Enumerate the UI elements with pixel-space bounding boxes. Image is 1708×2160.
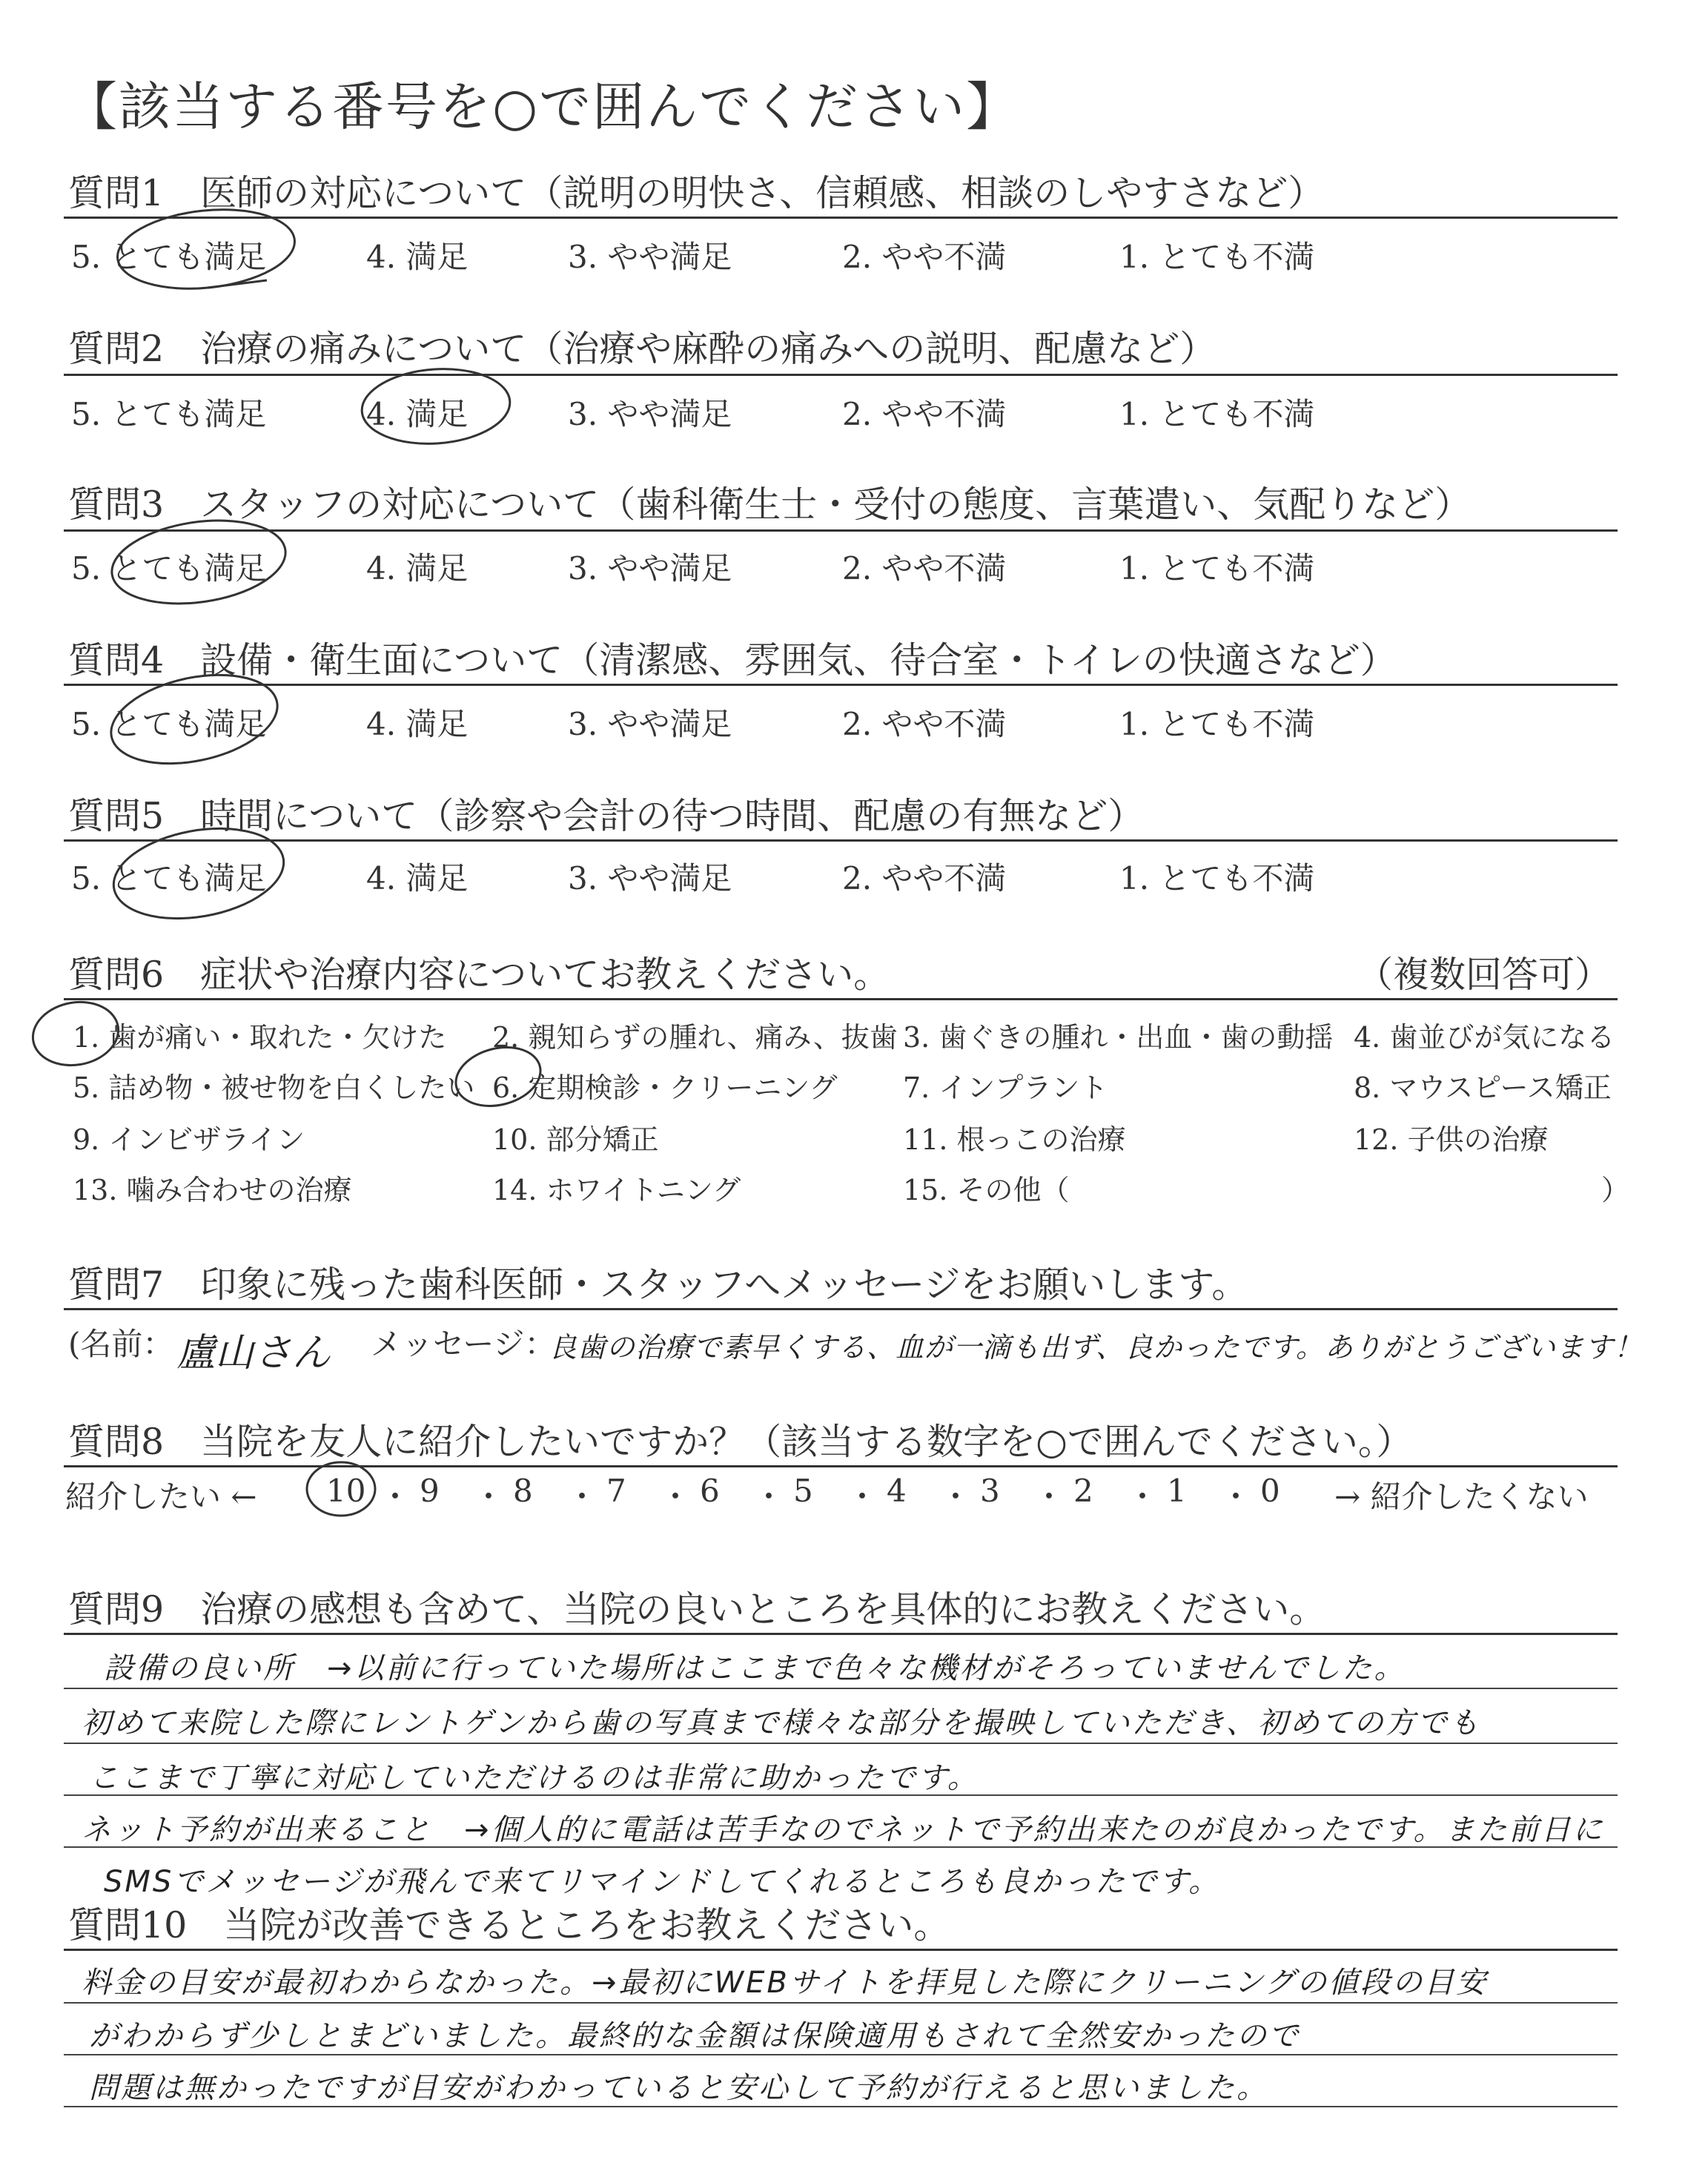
q6-option-10[interactable]: 10. 部分矯正: [492, 1123, 659, 1156]
q5-title: 質問5 時間について（診察や会計の待つ時間、配慮の有無など）: [68, 795, 1145, 837]
q9-title: 質問9 治療の感想も含めて、当院の良いところを具体的にお教えください。: [68, 1588, 1326, 1631]
q6-divider: [64, 998, 1618, 1000]
q8-scale-dot: ・: [660, 1479, 692, 1515]
q8-scale-value-0[interactable]: 0: [1260, 1473, 1280, 1509]
q10-answer-line-3[interactable]: 問題は無かったですが目安がわかっていると安心して予約が行えると思いました。: [89, 2071, 1268, 2105]
q4-option-4[interactable]: 4. 満足: [366, 706, 469, 742]
q7-message-label: メッセージ：: [371, 1326, 556, 1362]
q8-scale-value-2[interactable]: 2: [1073, 1473, 1093, 1509]
q3-option-1[interactable]: 1. とても不満: [1119, 550, 1315, 587]
q6-title: 質問6 症状や治療内容についてお教えください。: [68, 954, 890, 996]
q3-option-5[interactable]: 5. とても満足: [71, 550, 267, 587]
q8-scale-value-9[interactable]: 9: [420, 1473, 440, 1509]
q10-answer-line-1[interactable]: 料金の目安が最初わからなかった。→最初にWEBサイトを拝見した際にクリーニングの値段の目安: [82, 1966, 1489, 2000]
q9-answer-line-2[interactable]: 初めて来院した際にレントゲンから歯の写真まで様々な部分を撮映していただき、初めての方でも: [82, 1706, 1481, 1740]
q3-title: 質問3 スタッフの対応について（歯科衛生士・受付の態度、言葉遣い、気配りなど）: [68, 483, 1472, 526]
q6-option-9[interactable]: 9. インビザライン: [73, 1123, 305, 1156]
q6-option-13[interactable]: 13. 噛み合わせの治療: [73, 1174, 352, 1206]
q8-scale-dot: ・: [940, 1479, 972, 1515]
q6-option-15-close: ）: [1601, 1174, 1630, 1206]
q8-scale-dot: ・: [566, 1479, 598, 1515]
q6-option-7[interactable]: 7. インプラント: [903, 1071, 1108, 1104]
q9-answer-line-4[interactable]: ネット予約が出来ること →個人的に電話は苦手なのでネットで予約出来たのが良かったです。また前日に: [82, 1813, 1605, 1847]
q8-scale-dot: ・: [473, 1479, 505, 1515]
q6-option-8[interactable]: 8. マウスピース矯正: [1354, 1071, 1612, 1104]
q8-scale-value-5[interactable]: 5: [793, 1473, 813, 1509]
q1-option-2[interactable]: 2. やや不満: [842, 239, 1007, 275]
q4-option-1[interactable]: 1. とても不満: [1119, 706, 1315, 742]
q8-scale-value-8[interactable]: 8: [513, 1473, 533, 1509]
q5-option-3[interactable]: 3. やや満足: [568, 860, 732, 896]
q3-option-3[interactable]: 3. やや満足: [568, 550, 732, 587]
q6-option-14[interactable]: 14. ホワイトニング: [492, 1174, 741, 1206]
q8-scale-value-7[interactable]: 7: [606, 1473, 626, 1509]
q3-option-4[interactable]: 4. 満足: [366, 550, 469, 587]
q8-scale-value-4[interactable]: 4: [887, 1473, 907, 1509]
q6-option-11[interactable]: 11. 根っこの治療: [903, 1123, 1126, 1156]
q7-divider: [64, 1308, 1618, 1310]
q6-option-5[interactable]: 5. 詰め物・被せ物を白くしたい: [73, 1071, 475, 1104]
q8-scale-value-6[interactable]: 6: [700, 1473, 720, 1509]
q4-divider: [64, 684, 1618, 686]
q8-divider: [64, 1465, 1618, 1467]
q10-title: 質問10 当院が改善できるところをお教えください。: [68, 1904, 950, 1946]
q10-line-1: [64, 2002, 1618, 2004]
q7-message-value[interactable]: 良歯の治療で素早くする、血が一滴も出ず、良かったです。ありがとうございます！: [549, 1331, 1643, 1364]
q10-answer-line-2[interactable]: がわからず少しとまどいました。最終的な金額は保険適用もされて全然安かったので: [89, 2019, 1300, 2053]
q2-option-2[interactable]: 2. やや不満: [842, 396, 1007, 432]
q8-scale-dot: ・: [753, 1479, 785, 1515]
q6-option-3[interactable]: 3. 歯ぐきの腫れ・出血・歯の動揺: [903, 1021, 1334, 1054]
q9-divider: [64, 1633, 1618, 1635]
q2-option-1[interactable]: 1. とても不満: [1119, 396, 1315, 432]
q4-title: 質問4 設備・衛生面について（清潔感、雰囲気、待合室・トイレの快適さなど）: [68, 639, 1397, 681]
q1-circle-tail: [208, 280, 267, 288]
q9-line-2: [64, 1743, 1618, 1744]
q8-scale-value-3[interactable]: 3: [980, 1473, 1000, 1509]
q1-option-1[interactable]: 1. とても不満: [1119, 239, 1315, 275]
q8-scale-dot: ・: [1127, 1479, 1159, 1515]
q3-option-2[interactable]: 2. やや不満: [842, 550, 1007, 587]
q7-title: 質問7 印象に残った歯科医師・スタッフへメッセージをお願いします。: [68, 1264, 1248, 1306]
q1-divider: [64, 217, 1618, 219]
q7-name-label: (名前：: [68, 1326, 174, 1362]
q1-title: 質問1 医師の対応について（説明の明快さ、信頼感、相談のしやすさなど）: [68, 172, 1325, 214]
q4-option-3[interactable]: 3. やや満足: [568, 706, 732, 742]
q2-option-3[interactable]: 3. やや満足: [568, 396, 732, 432]
q10-divider: [64, 1949, 1618, 1951]
q4-option-2[interactable]: 2. やや不満: [842, 706, 1007, 742]
q6-option-2[interactable]: 2. 親知らずの腫れ、痛み、抜歯: [492, 1021, 898, 1054]
q7-name-value[interactable]: 盧山さん: [176, 1331, 331, 1375]
q2-option-5[interactable]: 5. とても満足: [71, 396, 267, 432]
q8-scale-value-10[interactable]: 10: [326, 1473, 366, 1509]
q8-left-label: 紹介したい ←: [65, 1479, 257, 1515]
q6-option-15[interactable]: 15. その他（: [903, 1174, 1070, 1206]
q5-option-1[interactable]: 1. とても不満: [1119, 860, 1315, 896]
q8-scale-dot: ・: [380, 1479, 411, 1515]
q6-note: （複数回答可）: [1357, 954, 1612, 996]
q6-option-12[interactable]: 12. 子供の治療: [1354, 1123, 1549, 1156]
survey-header: 【該当する番号を○で囲んでください】: [65, 76, 1020, 137]
q3-divider: [64, 529, 1618, 532]
q6-option-1[interactable]: 1. 歯が痛い・取れた・欠けた: [73, 1021, 447, 1054]
q9-line-1: [64, 1688, 1618, 1689]
q2-title: 質問2 治療の痛みについて（治療や麻酔の痛みへの説明、配慮など）: [68, 328, 1217, 370]
q8-scale-dot: ・: [1220, 1479, 1252, 1515]
q6-option-6[interactable]: 6. 定期検診・クリーニング: [492, 1071, 838, 1104]
q1-option-5[interactable]: 5. とても満足: [71, 239, 267, 275]
q8-scale-dot: ・: [847, 1479, 878, 1515]
q2-divider: [64, 374, 1618, 376]
q8-title: 質問8 当院を友人に紹介したいですか？（該当する数字を○で囲んでください。）: [68, 1421, 1413, 1463]
q8-right-label: → 紹介したくない: [1334, 1479, 1589, 1515]
q5-option-2[interactable]: 2. やや不満: [842, 860, 1007, 896]
q1-option-3[interactable]: 3. やや満足: [568, 239, 732, 275]
q9-answer-line-5[interactable]: SMSでメッセージが飛んで来てリマインドしてくれるところも良かったです。: [104, 1865, 1221, 1899]
q6-option-4[interactable]: 4. 歯並びが気になる: [1354, 1021, 1615, 1054]
q1-option-4[interactable]: 4. 満足: [366, 239, 469, 275]
q9-answer-line-1[interactable]: 設備の良い所 →以前に行っていた場所はここまで色々な機材がそろっていませんでした。: [104, 1651, 1406, 1685]
q8-scale-value-1[interactable]: 1: [1167, 1473, 1187, 1509]
q2-option-4[interactable]: 4. 満足: [366, 396, 469, 432]
q4-option-5[interactable]: 5. とても満足: [71, 706, 267, 742]
q5-option-5[interactable]: 5. とても満足: [71, 860, 267, 896]
q9-answer-line-3[interactable]: ここまで丁寧に対応していただけるのは非常に助かったです。: [89, 1761, 979, 1795]
q5-option-4[interactable]: 4. 満足: [366, 860, 469, 896]
q8-scale-dot: ・: [1033, 1479, 1065, 1515]
q5-divider: [64, 839, 1618, 842]
